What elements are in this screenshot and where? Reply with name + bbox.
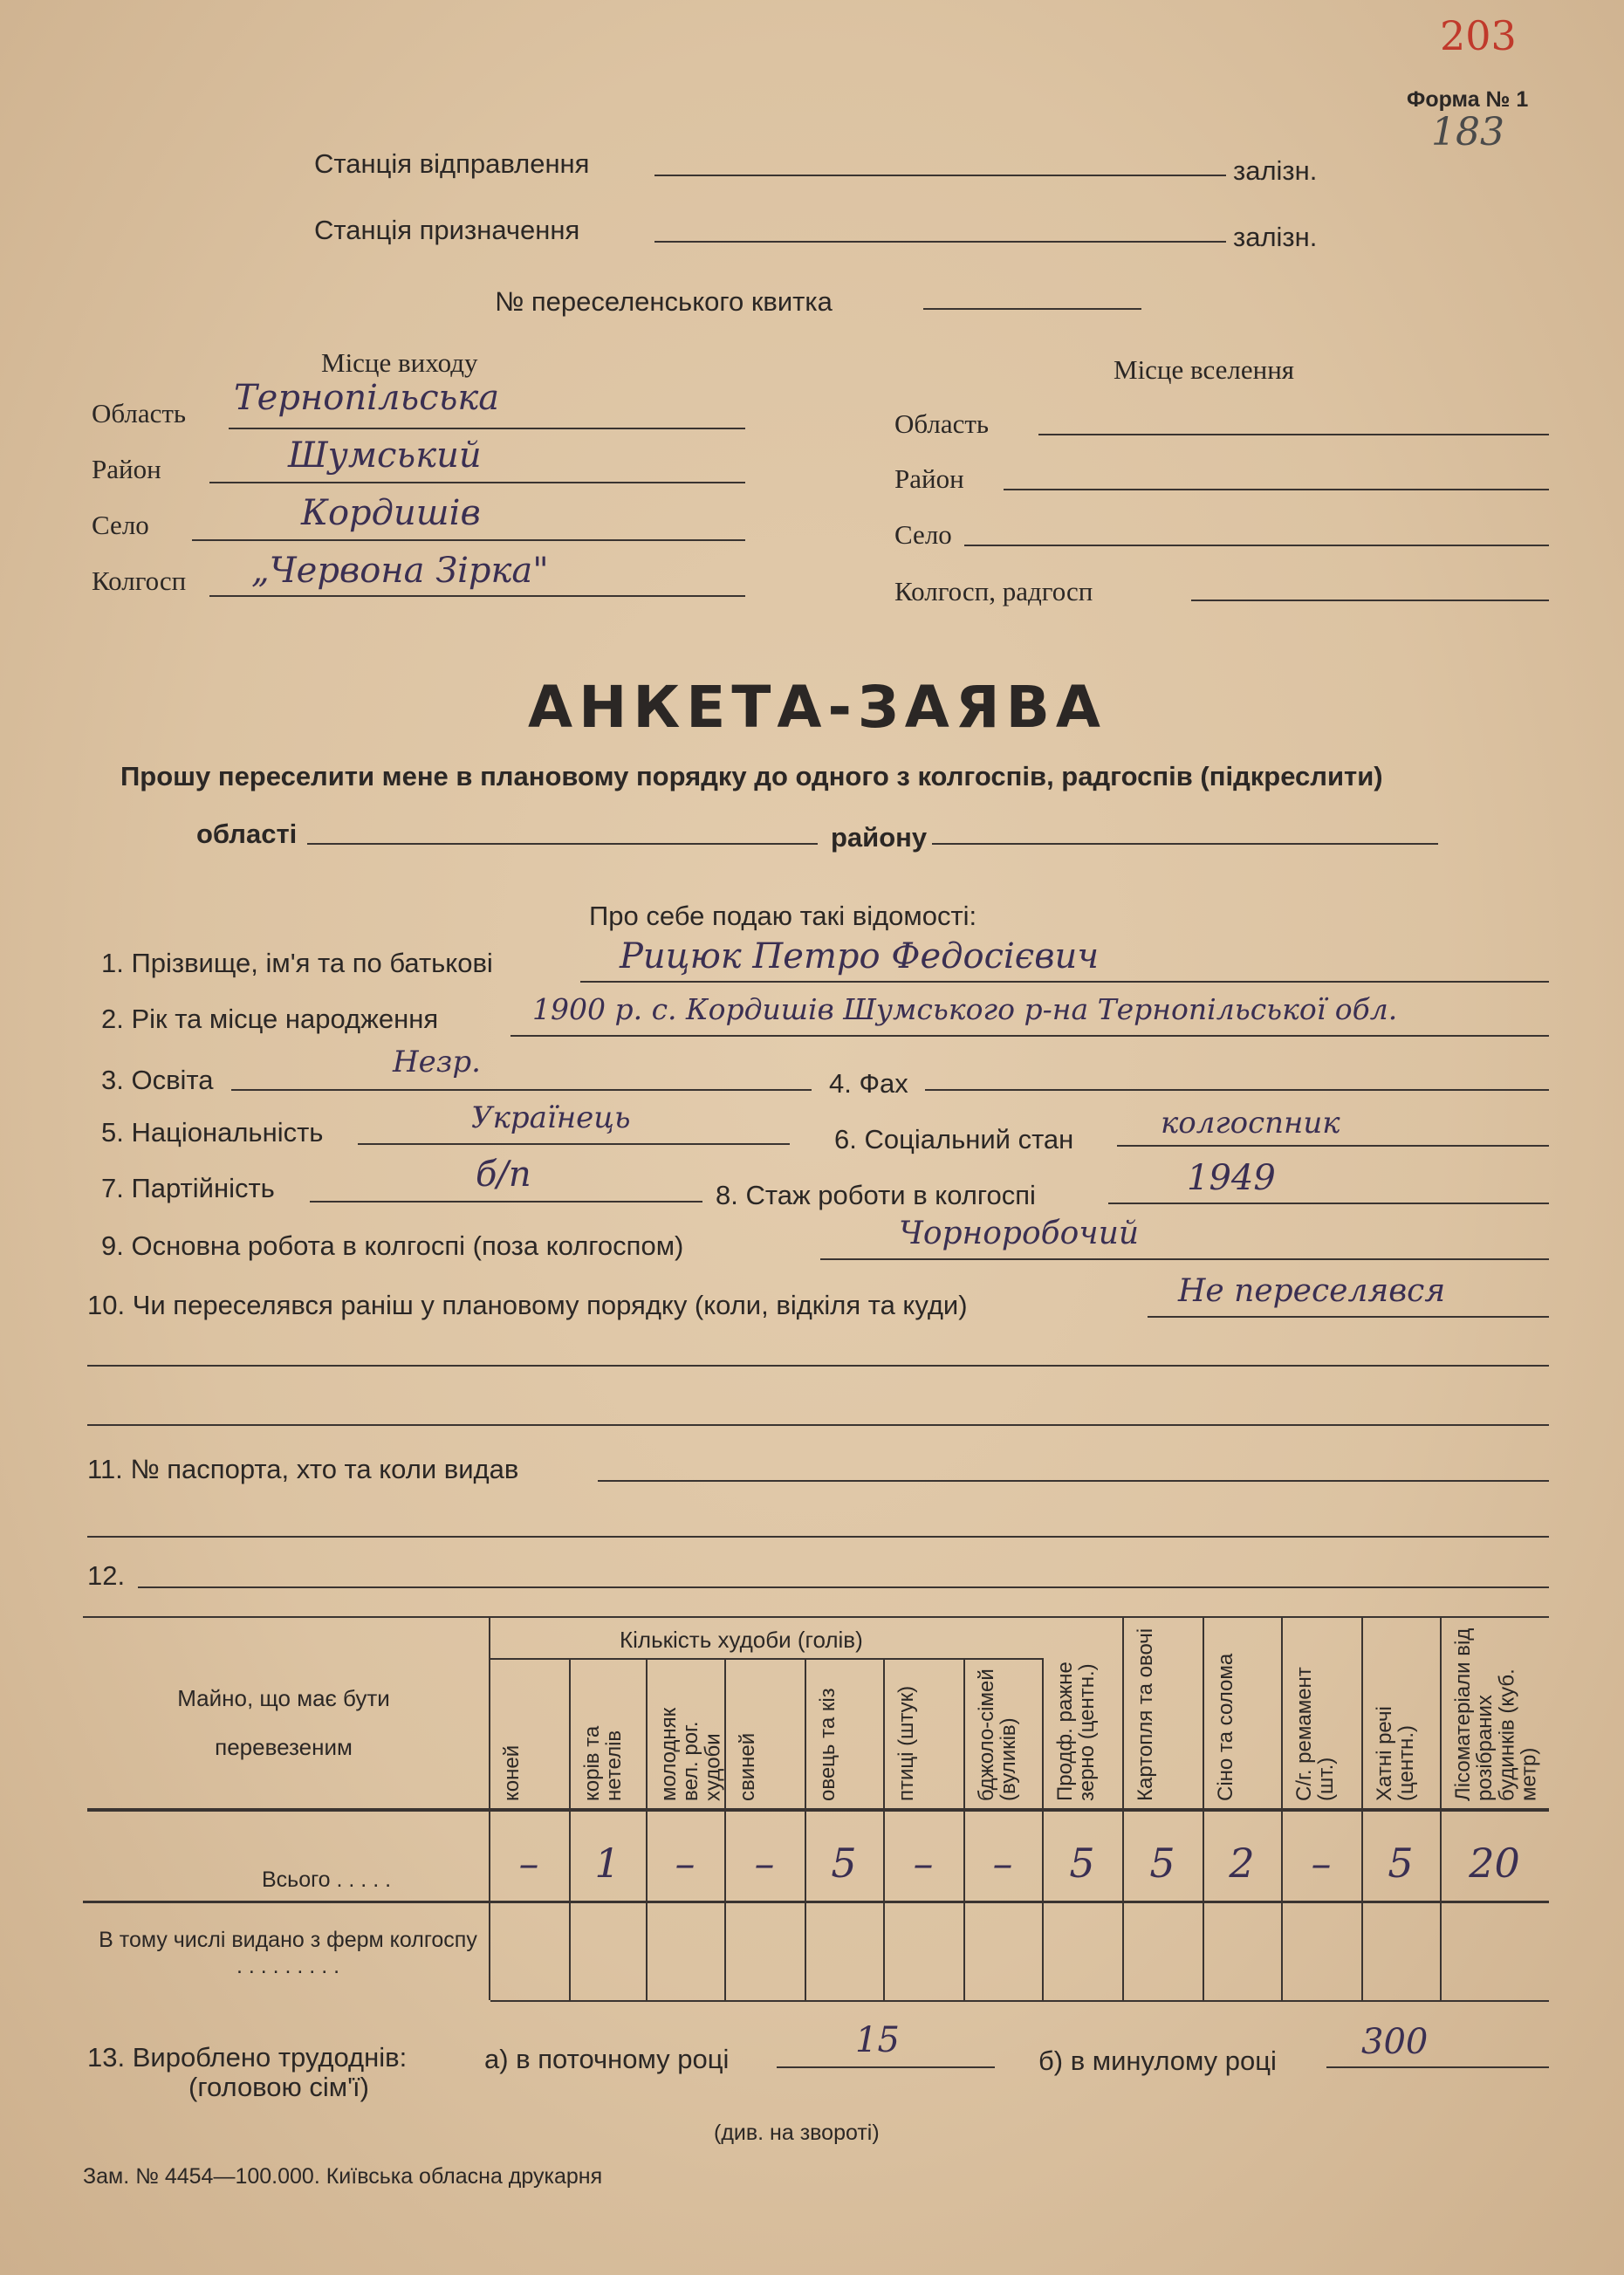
intro-text: Про себе подаю такі відомості: [589,901,977,931]
table-col-sep-2 [646,1658,648,2000]
destination-raion-label: Район [894,463,964,494]
table-col-header-3: свиней [736,1732,759,1801]
table-header-bottom-line [87,1808,1549,1812]
table-total-value-5: – [913,1840,934,1887]
f7-value: б/п [476,1155,531,1195]
group-header-label: Кількість худоби (голів) [620,1627,863,1653]
table-total-value-9: 2 [1229,1840,1255,1887]
table-col-sep-4 [805,1658,806,2000]
table-total-value-12: 20 [1469,1840,1520,1887]
stamp-number-red: 203 [1440,12,1517,59]
table-col-sep-6 [963,1658,965,2000]
f7-label: 7. Партійність [101,1173,275,1203]
f2-value: 1900 р. с. Кордишів Шумського р-на Тернопільської обл. [532,992,1398,1026]
table-col-sep-5 [883,1658,885,2000]
table-col-header-12: Лісоматеріали від розібраних будинків (куб. метр) [1451,1627,1541,1801]
table-total-value-7: 5 [1069,1840,1095,1887]
destination-station-label: Станція призначення [314,215,580,245]
f6-value: колгоспник [1161,1106,1340,1141]
table-col-sep-0 [489,1616,490,2000]
table-col-sep-7 [1042,1658,1044,2000]
origin-kolgosp-value: „Червона Зірка" [251,551,549,591]
stamp-number-pencil: 183 [1431,110,1504,154]
f2-label: 2. Рік та місце народження [101,1004,439,1034]
f10-value: Не переселявся [1178,1273,1446,1309]
origin-selo-label: Село [92,510,149,540]
f4-label: 4. Фах [829,1068,908,1099]
ticket-label: № переселенського квитка [495,286,833,317]
table-col-header-10: С/г. ремамент (шт.) [1292,1667,1339,1801]
f11-label: 11. № паспорта, хто та коли видав [87,1454,519,1484]
see-reverse-note: (див. на звороті) [714,2121,880,2145]
table-col-header-4: овець та кіз [816,1688,839,1801]
workdays-sublabel: (головою сім'ї) [188,2072,369,2102]
table-col-header-0: коней [500,1744,524,1801]
destination-oblast-label: Область [894,408,990,439]
farm-label [96,1927,480,1979]
destination-heading: Місце вселення [1114,354,1295,385]
table-col-sep-8 [1122,1616,1124,2000]
table-total-value-2: – [675,1840,696,1887]
table-bottom-line [490,2000,1549,2002]
table-col-header-9: Сіно та солома [1214,1653,1237,1801]
table-total-value-4: 5 [831,1840,857,1887]
workdays-current-line [777,2066,995,2068]
form-number-label: Форма № 1 [1407,87,1529,112]
departure-station-suffix: залізн. [1233,155,1318,186]
f12-label: 12. [87,1560,126,1591]
f1-label: 1. Прізвище, ім'я та по батькові [101,948,493,978]
farm-label-text: В тому числі видано з ферм колгоспу . . . . . . . . . [99,1928,477,1978]
row-header-text: Майно, що має бути перевезеним [177,1685,390,1760]
table-col-sep-3 [724,1658,726,2000]
f9-value: Чорноробочий [899,1216,1140,1251]
table-total-value-6: – [992,1840,1013,1887]
origin-oblast-label: Область [92,398,187,428]
table-total-value-10: – [1311,1840,1332,1887]
table-col-sep-12 [1440,1616,1442,2000]
f3-label: 3. Освіта [101,1065,214,1095]
table-col-sep-11 [1361,1616,1363,2000]
origin-raion-label: Район [92,454,161,484]
table-col-sep-10 [1281,1616,1283,2000]
origin-raion-value: Шумський [288,435,482,476]
table-total-value-8: 5 [1149,1840,1175,1887]
origin-kolgosp-label: Колгосп [92,565,187,596]
f8-value: 1949 [1187,1158,1276,1198]
total-label: Всього . . . . . [262,1867,392,1892]
workdays-last-label: б) в минулому році [1038,2045,1277,2076]
table-col-header-2: молодняк вел. рог. худоби [657,1707,725,1801]
f6-label: 6. Соціальний стан [834,1124,1074,1155]
f1-value: Рицюк Петро Федосієвич [620,936,1100,976]
table-total-value-0: – [518,1840,539,1887]
row-header-label [131,1674,436,1771]
table-col-header-1: корів та нетелів [580,1725,627,1801]
table-top-line [83,1616,1549,1618]
table-group-line [490,1658,1042,1660]
workdays-label: 13. Вироблено трудоднів: [87,2042,408,2073]
workdays-current-label: а) в поточному році [484,2044,730,2074]
table-col-sep-1 [569,1658,571,2000]
table-col-header-6: бджоло-сімей (вуликів) [975,1669,1021,1801]
workdays-current-value: 15 [855,2020,900,2060]
f5-value: Українець [471,1100,631,1135]
request-raion-label: району [831,822,928,853]
origin-oblast-value: Тернопільська [234,378,500,418]
destination-station-suffix: залізн. [1233,222,1318,252]
table-col-header-5: птиці (штук) [894,1685,918,1801]
workdays-last-value: 300 [1361,2022,1429,2062]
f9-label: 9. Основна робота в колгоспі (поза колгоспом) [101,1230,684,1261]
workdays-last-line [1326,2066,1549,2068]
table-col-header-8: Картопля та овочі [1134,1627,1157,1801]
table-total-value-3: – [754,1840,775,1887]
f5-label: 5. Національність [101,1117,324,1148]
f3-value: Незр. [393,1045,481,1079]
table-total-line [83,1901,1549,1903]
origin-selo-value: Кордишів [301,493,481,533]
request-text: Прошу переселити мене в плановому порядку до одного з колгоспів, радгоспів (підкреслити) [120,761,1383,791]
origin-heading: Місце виходу [321,347,478,378]
destination-selo-label: Село [894,519,952,550]
form-title: АНКЕТА-ЗАЯВА [528,674,1107,741]
request-oblast-label: області [196,819,298,849]
table-total-value-11: 5 [1388,1840,1414,1887]
table-col-sep-9 [1203,1616,1204,2000]
departure-station-label: Станція відправлення [314,148,590,179]
printer-note: Зам. № 4454—100.000. Київська обласна друкарня [83,2164,603,2189]
table-col-header-7: Продф. ражне зерно (центн.) [1053,1662,1100,1801]
f10-label: 10. Чи переселявся раніш у плановому порядку (коли, відкіля та куди) [87,1290,968,1320]
table-col-header-11: Хатні речі (центн.) [1373,1706,1419,1801]
table-total-value-1: 1 [594,1840,620,1887]
destination-kolgosp-label: Колгосп, радгосп [894,576,1093,606]
f8-label: 8. Стаж роботи в колгоспі [716,1180,1036,1210]
